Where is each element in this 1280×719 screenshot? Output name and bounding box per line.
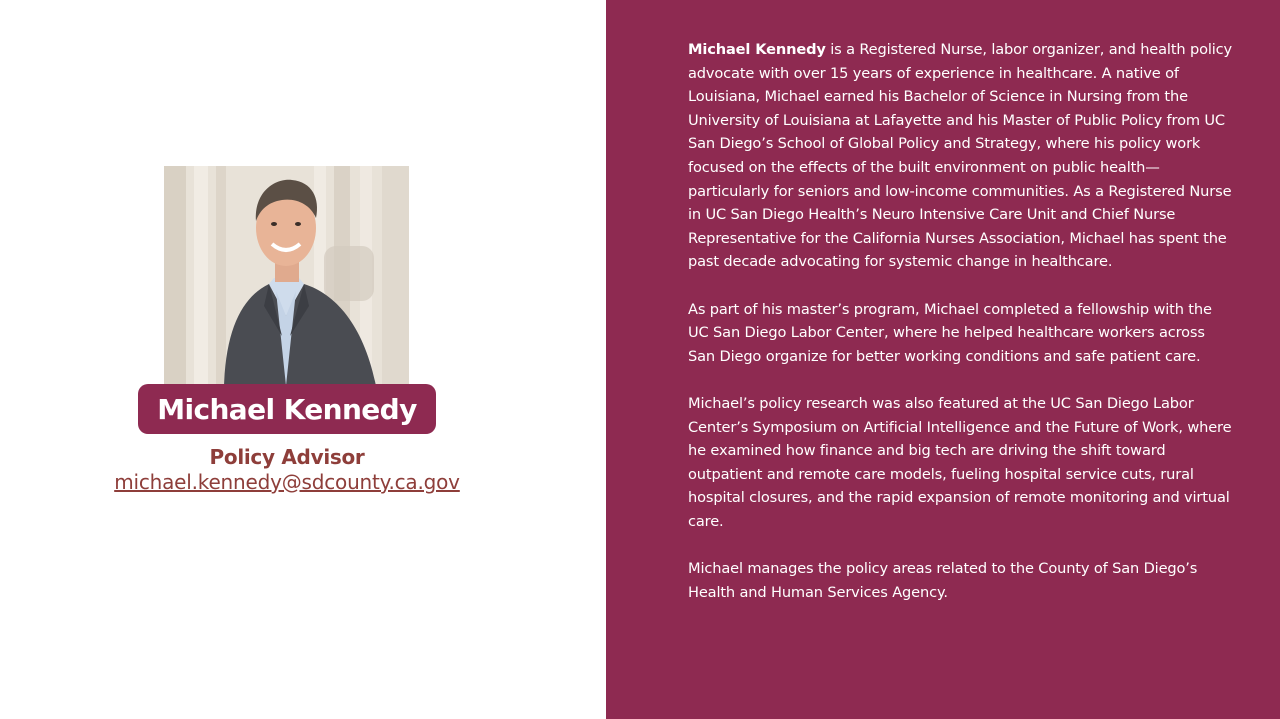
bio-paragraph-3: Michael’s policy research was also featured at the UC San Diego Labor Center’s Symposium on Artificial Intelligence and the Future of Work, where he examined how finance and big tech are driving the shift toward outpatient and remote care models, fueling hospital service cuts, rural hospital closures, and the rapid expansion of remote monitoring and virtual care.: [688, 394, 1232, 530]
bio-paragraph-2: As part of his master’s program, Michael completed a fellowship with the UC San Diego Labor Center, where he helped healthcare workers across San Diego organize for better working conditions and safe patient care.: [688, 300, 1212, 365]
bio-text: [688, 38, 1233, 604]
email-link[interactable]: michael.kennedy@sdcounty.ca.gov: [114, 470, 460, 494]
bio-name-highlight: Michael Kennedy: [688, 41, 826, 58]
person-portrait-icon: [164, 166, 409, 386]
profile-panel: [0, 0, 606, 719]
name-badge: [138, 384, 436, 434]
profile-photo: [164, 166, 409, 386]
profile-title: Policy Advisor: [209, 445, 365, 469]
bio-paragraph-1: [688, 38, 1233, 274]
bio-paragraph-4: Michael manages the policy areas related to the County of San Diego’s Health and Human Services Agency.: [688, 560, 1198, 601]
profile-name: Michael Kennedy: [157, 392, 417, 426]
bio-paragraph-1-text: is a Registered Nurse, labor organizer, and health policy advocate with over 15 years of experience in healthcare. A native of Louisiana, Michael earned his Bachelor of Science in Nursing from the University of Louisiana at Lafayette and his Master of Public Policy from UC San Diego’s School of Global Policy and Strategy, where his policy work focused on the effects of the built environment on public health—particularly for seniors and low-income communities. As a Registered Nurse in UC San Diego Health’s Neuro Intensive Care Unit and Chief Nurse Representative for the California Nurses Association, Michael has spent the past decade advocating for systemic change in healthcare.: [688, 41, 1233, 271]
